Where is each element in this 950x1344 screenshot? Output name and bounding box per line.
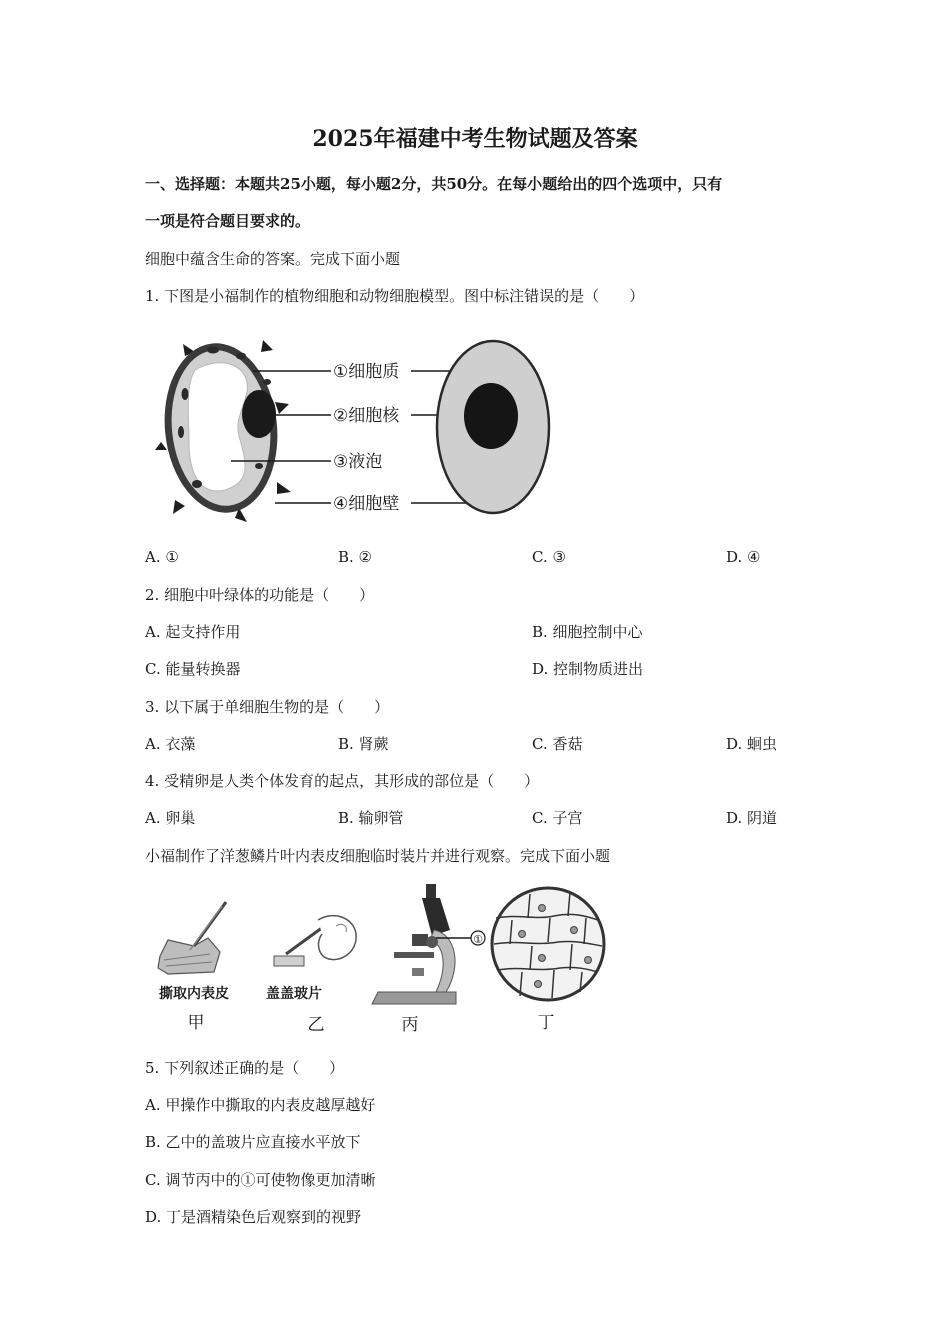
q4-option-d[interactable]: D. 阴道 [726,809,778,827]
question-2-stem: 2. 细胞中叶绿体的功能是（ ） [145,586,375,604]
q2-option-a[interactable]: A. 起支持作用 [145,623,241,641]
question-5-stem: 5. 下列叙述正确的是（ ） [145,1059,345,1077]
step-label-peel: 撕取内表皮 [159,986,229,1002]
q5-option-c[interactable]: C. 调节丙中的①可使物像更加清晰 [145,1171,376,1189]
q4-option-c[interactable]: C. 子宫 [532,809,583,827]
section-heading-line-1: 一、选择题：本题共25小题，每小题2分，共50分。在每小题给出的四个选项中，只有 [145,175,723,193]
panel-label-jia: 甲 [187,1013,205,1033]
peel-epidermis-illustration [158,902,226,974]
microscope-icon [372,884,485,1004]
q4-option-b[interactable]: B. 输卵管 [338,809,404,827]
panel-label-ding: 丁 [537,1013,555,1033]
fig-label-cell-wall: ④细胞壁 [333,494,400,514]
slide-preparation-figure [150,880,620,1040]
q3-option-c[interactable]: C. 香菇 [532,735,583,753]
fig-label-nucleus: ②细胞核 [333,406,400,426]
panel-label-yi: 乙 [307,1015,325,1035]
q5-option-d[interactable]: D. 丁是酒精染色后观察到的视野 [145,1208,362,1226]
step-label-cover-slip: 盖盖玻片 [266,986,322,1002]
q2-option-c[interactable]: C. 能量转换器 [145,660,241,678]
q2-option-b[interactable]: B. 细胞控制中心 [532,623,643,641]
microscope-marker-label: ① [473,933,483,946]
animal-cell-model [437,341,549,513]
q2-option-d[interactable]: D. 控制物质进出 [532,660,644,678]
q1-option-b[interactable]: B. ② [338,548,373,566]
panel-label-bing: 丙 [401,1015,419,1035]
q5-option-b[interactable]: B. 乙中的盖玻片应直接水平放下 [145,1133,361,1151]
plant-cell-model [155,338,291,522]
q3-option-a[interactable]: A. 衣藻 [145,735,196,753]
fig-label-vacuole: ③液泡 [333,452,383,472]
group-intro-1: 细胞中蕴含生命的答案。完成下面小题 [145,250,401,268]
q4-option-a[interactable]: A. 卵巢 [145,809,196,827]
question-3-stem: 3. 以下属于单细胞生物的是（ ） [145,698,390,716]
q5-option-a[interactable]: A. 甲操作中撕取的内表皮越厚越好 [145,1096,376,1114]
q1-option-a[interactable]: A. ① [145,548,179,566]
section-heading-line-2: 一项是符合题目要求的。 [145,212,311,230]
cover-slip-illustration [274,916,356,966]
q3-option-d[interactable]: D. 蛔虫 [726,735,778,753]
fig-label-cytoplasm: ①细胞质 [333,362,400,382]
q1-option-c[interactable]: C. ③ [532,548,566,566]
page-title: 2025年福建中考生物试题及答案 [312,126,638,152]
field-of-view-illustration [492,888,604,1000]
group-intro-2: 小福制作了洋葱鳞片叶内表皮细胞临时装片并进行观察。完成下面小题 [145,847,611,865]
q1-option-d[interactable]: D. ④ [726,548,761,566]
cell-model-figure [155,332,575,522]
q3-option-b[interactable]: B. 肾蕨 [338,735,389,753]
question-1-stem: 1. 下图是小福制作的植物细胞和动物细胞模型。图中标注错误的是（ ） [145,287,645,305]
question-4-stem: 4. 受精卵是人类个体发育的起点，其形成的部位是（ ） [145,772,540,790]
